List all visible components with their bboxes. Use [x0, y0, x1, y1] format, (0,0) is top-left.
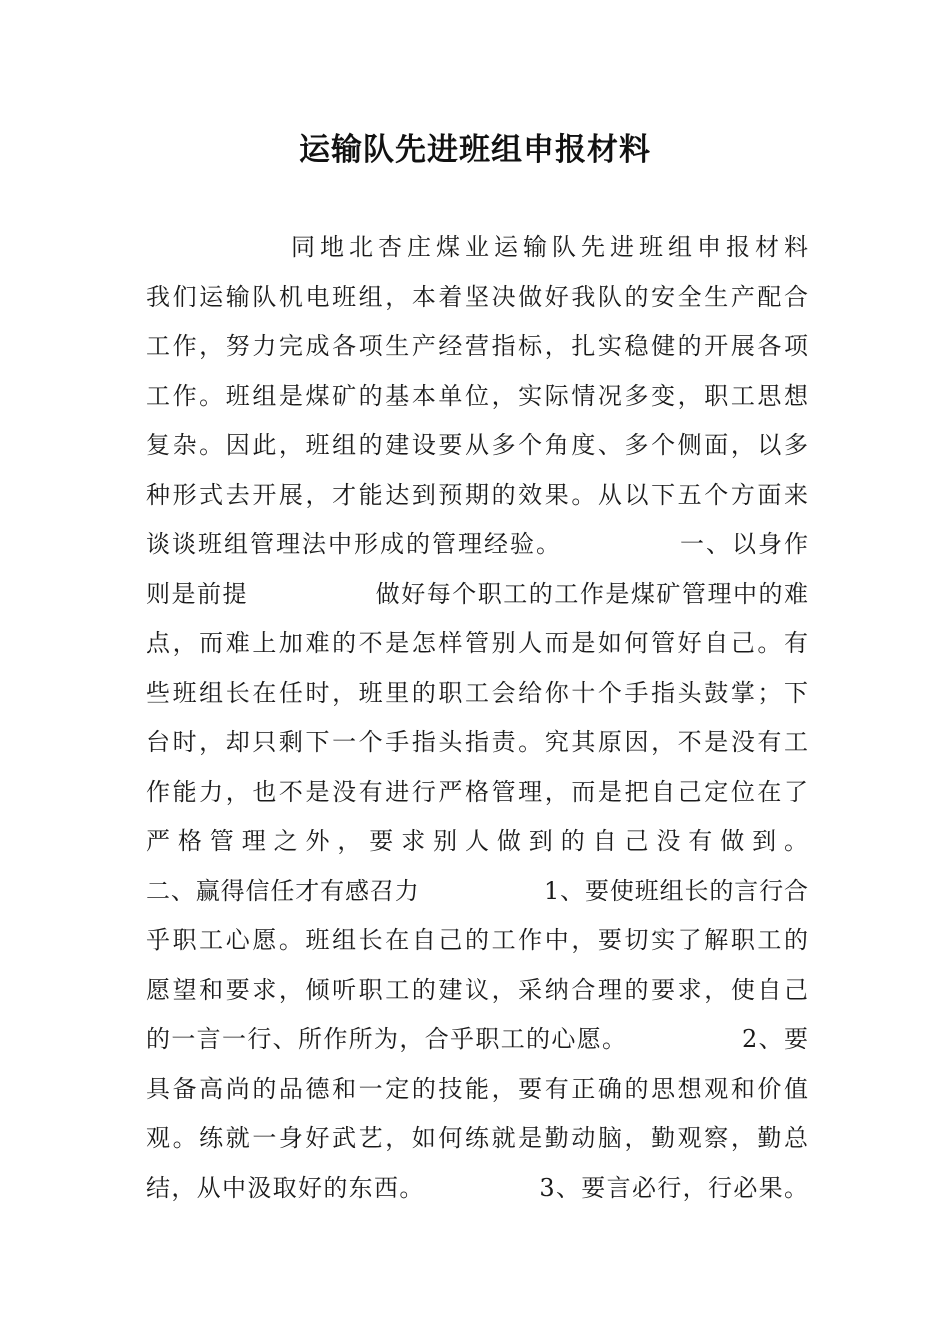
body-line: 我们运输队机电班组，本着坚决做好我队的安全生产配合 — [146, 282, 808, 311]
body-line: 愿望和要求，倾听职工的建议，采纳合理的要求，使自己 — [146, 975, 808, 1004]
body-line: 台时，却只剩下一个手指头指责。究其原因，不是没有工 — [146, 728, 808, 756]
body-line: 的一言一行、所作所为，合乎职工的心愿。 2、要 — [146, 1025, 808, 1053]
body-line: 乎职工心愿。班组长在自己的工作中，要切实了解职工的 — [146, 926, 808, 954]
body-line: 工作，努力完成各项生产经营指标，扎实稳健的开展各项 — [146, 332, 808, 360]
body-line: 具备高尚的品德和一定的技能，要有正确的思想观和价值 — [146, 1074, 808, 1103]
body-line: 谈谈班组管理法中形成的管理经验。 一、以身作 — [146, 530, 808, 558]
body-line: 种形式去开展，才能达到预期的效果。从以下五个方面来 — [146, 480, 808, 509]
body-line: 二、赢得信任才有感召力 1、要使班组长的言行合 — [146, 876, 808, 905]
body-line: 则是前提 做好每个职工的工作是煤矿管理中的难 — [146, 579, 808, 608]
body-line: 观。练就一身好武艺，如何练就是勤动脑，勤观察，勤总 — [146, 1124, 808, 1152]
body-line: 结，从中汲取好的东西。 3、要言必行，行必果。 — [146, 1173, 808, 1202]
document-title: 运输队先进班组申报材料 — [299, 132, 651, 168]
body-line: 严格管理之外，要求别人做到的自己没有做到。 — [146, 827, 808, 855]
body-line: 作能力，也不是没有进行严格管理，而是把自己定位在了 — [146, 777, 808, 806]
body-line: 复杂。因此，班组的建设要从多个角度、多个侧面，以多 — [146, 431, 808, 459]
body-line: 同地北杏庄煤业运输队先进班组申报材料 — [146, 233, 808, 261]
body-line: 些班组长在任时，班里的职工会给你十个手指头鼓掌；下 — [146, 678, 808, 707]
body-line: 点，而难上加难的不是怎样管别人而是如何管好自己。有 — [146, 629, 808, 657]
document-body — [146, 223, 808, 1213]
body-line: 工作。班组是煤矿的基本单位，实际情况多变，职工思想 — [146, 381, 808, 410]
